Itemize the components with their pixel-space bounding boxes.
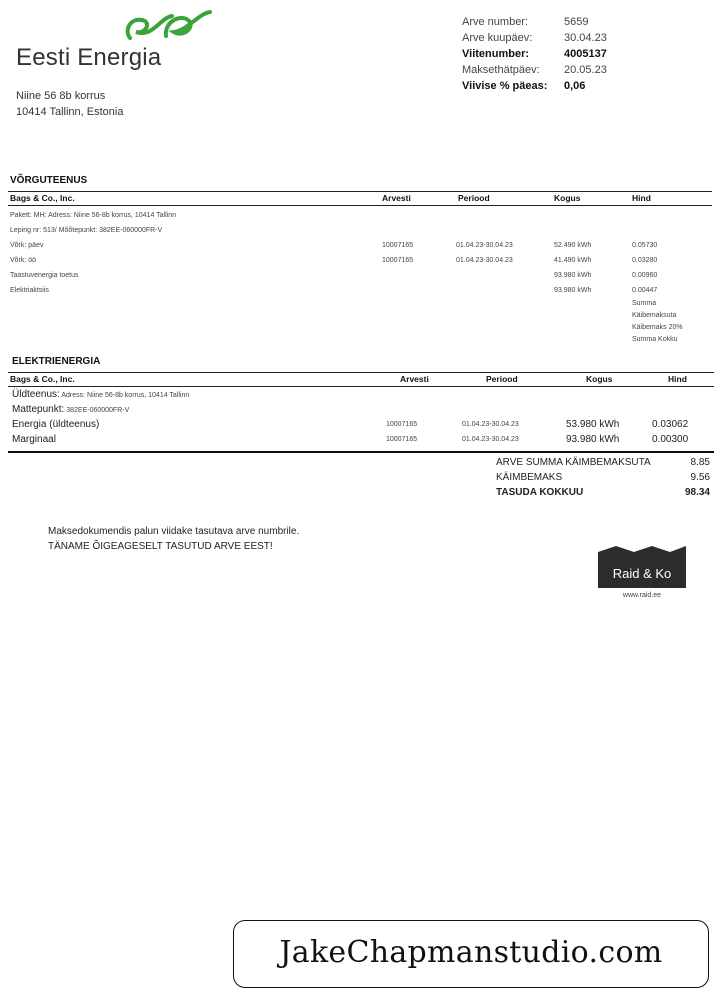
eesti-energia-swirl-icon [122, 8, 214, 48]
table-bottom-rule [8, 451, 714, 453]
meta-row [462, 14, 607, 30]
address-line-1: Niine 56 8b korrus [16, 90, 106, 102]
header-hind: Hind [668, 374, 687, 384]
invoice-meta [462, 14, 607, 94]
meta-value: 4005137 [564, 48, 607, 60]
watermark-box [233, 920, 709, 988]
header-periood: Periood [458, 193, 490, 203]
row-arvesti: 10007165 [382, 257, 414, 264]
row-hind: 0.05730 [632, 242, 658, 249]
row-arvesti: 10007165 [382, 242, 414, 249]
meta-row [462, 62, 607, 78]
summary-label: Käibemaks 20% [632, 324, 683, 331]
watermark-text: JakeChapmanstudio.com [279, 935, 663, 970]
raid-logo [598, 552, 686, 588]
row-name: Taastuvenergia toetus [10, 272, 79, 279]
info-text-point: 382EE-060000FR-V [66, 407, 130, 414]
row-hind: 0.00300 [652, 434, 689, 445]
roof-icon [598, 546, 686, 558]
company-logo [14, 8, 214, 74]
total-label: KÄIMBEMAKS [496, 472, 563, 483]
raid-label: Raid & Ko [612, 566, 672, 581]
meta-label: Arve kuupäev: [462, 32, 533, 44]
row-name: Energia (üldteenus) [12, 419, 100, 430]
row-name: Võrk: öö [10, 257, 37, 264]
header-kogus: Kogus [554, 193, 581, 203]
header-arvesti: Arvesti [382, 193, 411, 203]
meta-label: Arve number: [462, 16, 529, 28]
row-periood: 01.04.23-30.04.23 [456, 257, 513, 264]
total-label: ARVE SUMMA KÄIMBEMAKSUTA [496, 457, 651, 468]
meta-label: Viitenumber: [462, 48, 530, 60]
total-row [496, 455, 710, 470]
electricity-table-header [8, 372, 714, 387]
section-title-network: VÕRGUTEENUS [10, 175, 88, 186]
header-arvesti: Arvesti [400, 374, 429, 384]
network-table-header [8, 191, 712, 206]
note-line-1: Maksedokumendis palun viidake tasutava arve numbrile. [48, 526, 300, 537]
summary-label: Summa Kokku [632, 336, 678, 343]
address-line-2: 10414 Tallinn, Estonia [16, 106, 124, 118]
meta-label: Maksethätpäev: [462, 64, 540, 76]
summary-label: Käibemaksuta [632, 312, 677, 319]
meta-label: Viivise % päeas: [462, 80, 548, 92]
row-arvesti: 10007165 [386, 421, 418, 428]
row-kogus: 93.980 kWh [566, 434, 620, 445]
total-row [496, 470, 710, 485]
meta-value: 20.05.23 [564, 64, 607, 76]
row-kogus: 93.980 kWh [554, 272, 592, 279]
row-kogus: 41.490 kWh [554, 257, 592, 264]
raid-url: www.raid.ee [622, 592, 662, 599]
row-name: Elektriaktsiis [10, 287, 49, 294]
section-title-electricity: ELEKTRIENERGIA [12, 356, 101, 367]
electricity-info-1 [12, 389, 189, 400]
meta-row [462, 78, 607, 94]
row-periood: 01.04.23-30.04.23 [462, 436, 519, 443]
row-hind: 0.00447 [632, 287, 658, 294]
header-company: Bags & Co., Inc. [10, 374, 75, 384]
total-value: 98.34 [684, 487, 710, 498]
electricity-info-2 [12, 404, 129, 415]
info-text-general: Adress: Niine 56-8b korrus, 10414 Tallinn [61, 392, 190, 399]
payment-note [48, 524, 299, 554]
total-row [496, 485, 710, 500]
meta-value: 0,06 [564, 80, 586, 92]
customer-address [16, 88, 123, 120]
row-arvesti: 10007165 [386, 436, 418, 443]
row-kogus: 93.980 kWh [554, 287, 592, 294]
row-periood: 01.04.23-30.04.23 [462, 421, 519, 428]
row-hind: 0.03062 [652, 419, 689, 430]
row-kogus: 52.490 kWh [554, 242, 592, 249]
row-hind: 0.03280 [632, 257, 658, 264]
meta-value: 30.04.23 [564, 32, 607, 44]
note-line-2: TÄNAME ÕIGEAGESELT TASUTUD ARVE EEST! [48, 541, 273, 552]
meta-row [462, 30, 607, 46]
meta-value: 5659 [564, 16, 589, 28]
info-label-point: Mattepunkt: [12, 404, 65, 415]
summary-label: Summa [632, 300, 657, 307]
total-value: 8.85 [690, 457, 710, 468]
row-kogus: 53.980 kWh [566, 419, 620, 430]
row-name: Marginaal [12, 434, 56, 445]
header-kogus: Kogus [586, 374, 613, 384]
network-info-2: Leping nr: 513/ Mõõtepunkt: 382EE-060000FR-V [10, 227, 163, 234]
brand-name: Eesti Energia [16, 44, 162, 71]
invoice-totals [496, 455, 710, 500]
total-label: TASUDA KOKKUU [496, 487, 584, 498]
network-info-1: Pakett: MH: Adress: Niine 56-8b korrus, 10414 Tallinn [10, 212, 177, 219]
info-label-general: Üldteenus: [12, 389, 60, 400]
row-periood: 01.04.23-30.04.23 [456, 242, 513, 249]
header-periood: Periood [486, 374, 518, 384]
header-hind: Hind [632, 193, 651, 203]
total-value: 9.56 [690, 472, 710, 483]
meta-row [462, 46, 607, 62]
row-hind: 0.00960 [632, 272, 658, 279]
row-name: Võrk: päev [10, 242, 44, 249]
header-company: Bags & Co., Inc. [10, 193, 75, 203]
